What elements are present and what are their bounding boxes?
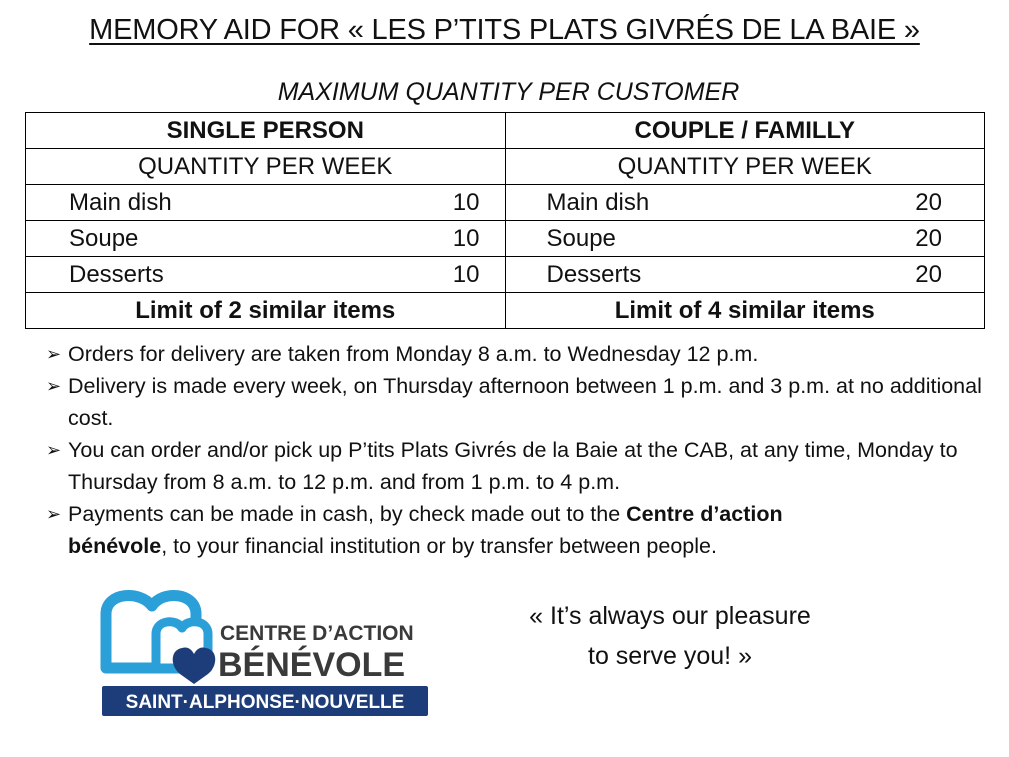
period-label-couple: QUANTITY PER WEEK bbox=[505, 149, 985, 185]
arrow-bullet-icon: ➢ bbox=[46, 504, 62, 524]
item-qty: 20 bbox=[915, 188, 942, 216]
closing-quote bbox=[470, 596, 870, 676]
column-heading-couple: COUPLE / FAMILLY bbox=[505, 113, 985, 149]
limit-couple: Limit of 4 similar items bbox=[505, 293, 985, 329]
list-item: ➢ Delivery is made every week, on Thursday afternoon between 1 p.m. and 3 p.m. at no additional cost. bbox=[46, 370, 986, 434]
info-list bbox=[46, 338, 986, 562]
logo-line1: CENTRE D’ACTION bbox=[220, 622, 414, 645]
list-item: ➢ You can order and/or pick up P’tits Plats Givrés de la Baie at the CAB, at any time, Monday to Thursday from 8 a.m. to 12 p.m. and from 1 p.m. to 4 p.m. bbox=[46, 434, 986, 498]
table-row bbox=[26, 185, 506, 221]
logo-line3: SAINT·ALPHONSE·NOUVELLE bbox=[125, 692, 405, 713]
arrow-bullet-icon: ➢ bbox=[46, 376, 62, 396]
page-title: MEMORY AID FOR « LES P’TITS PLATS GIVRÉS DE LA BAIE » bbox=[89, 14, 920, 46]
item-name: Main dish bbox=[546, 188, 650, 216]
quantity-table bbox=[25, 112, 985, 329]
item-qty: 20 bbox=[915, 260, 942, 288]
item-name: Soupe bbox=[546, 224, 616, 252]
limit-single: Limit of 2 similar items bbox=[26, 293, 506, 329]
table-row bbox=[505, 257, 985, 293]
item-name: Desserts bbox=[69, 260, 164, 288]
arrow-bullet-icon: ➢ bbox=[46, 344, 62, 364]
list-item: ➢ Orders for delivery are taken from Monday 8 a.m. to Wednesday 12 p.m. bbox=[46, 338, 986, 370]
item-qty: 20 bbox=[915, 224, 942, 252]
table-row bbox=[505, 221, 985, 257]
arrow-bullet-icon: ➢ bbox=[46, 440, 62, 460]
item-qty: 10 bbox=[452, 260, 480, 288]
table-row bbox=[26, 257, 506, 293]
quote-line-1: « It’s always our pleasure bbox=[529, 602, 811, 630]
organization-logo bbox=[100, 584, 430, 718]
table-row bbox=[505, 185, 985, 221]
item-name: Desserts bbox=[546, 260, 642, 288]
item-name: Main dish bbox=[69, 188, 172, 216]
item-name: Soupe bbox=[69, 224, 139, 252]
column-heading-single: SINGLE PERSON bbox=[26, 113, 506, 149]
list-item: ➢ Payments can be made in cash, by check made out to the Centre d’action bénévole, to your financial institution or by transfer between people. bbox=[46, 498, 986, 562]
item-qty: 10 bbox=[452, 224, 480, 252]
table-row bbox=[26, 221, 506, 257]
quote-line-2: to serve you! » bbox=[588, 642, 752, 670]
logo-line2: BÉNÉVOLE bbox=[218, 646, 406, 684]
page-subtitle: MAXIMUM QUANTITY PER CUSTOMER bbox=[277, 78, 740, 106]
item-qty: 10 bbox=[452, 188, 480, 216]
period-label-single: QUANTITY PER WEEK bbox=[26, 149, 506, 185]
